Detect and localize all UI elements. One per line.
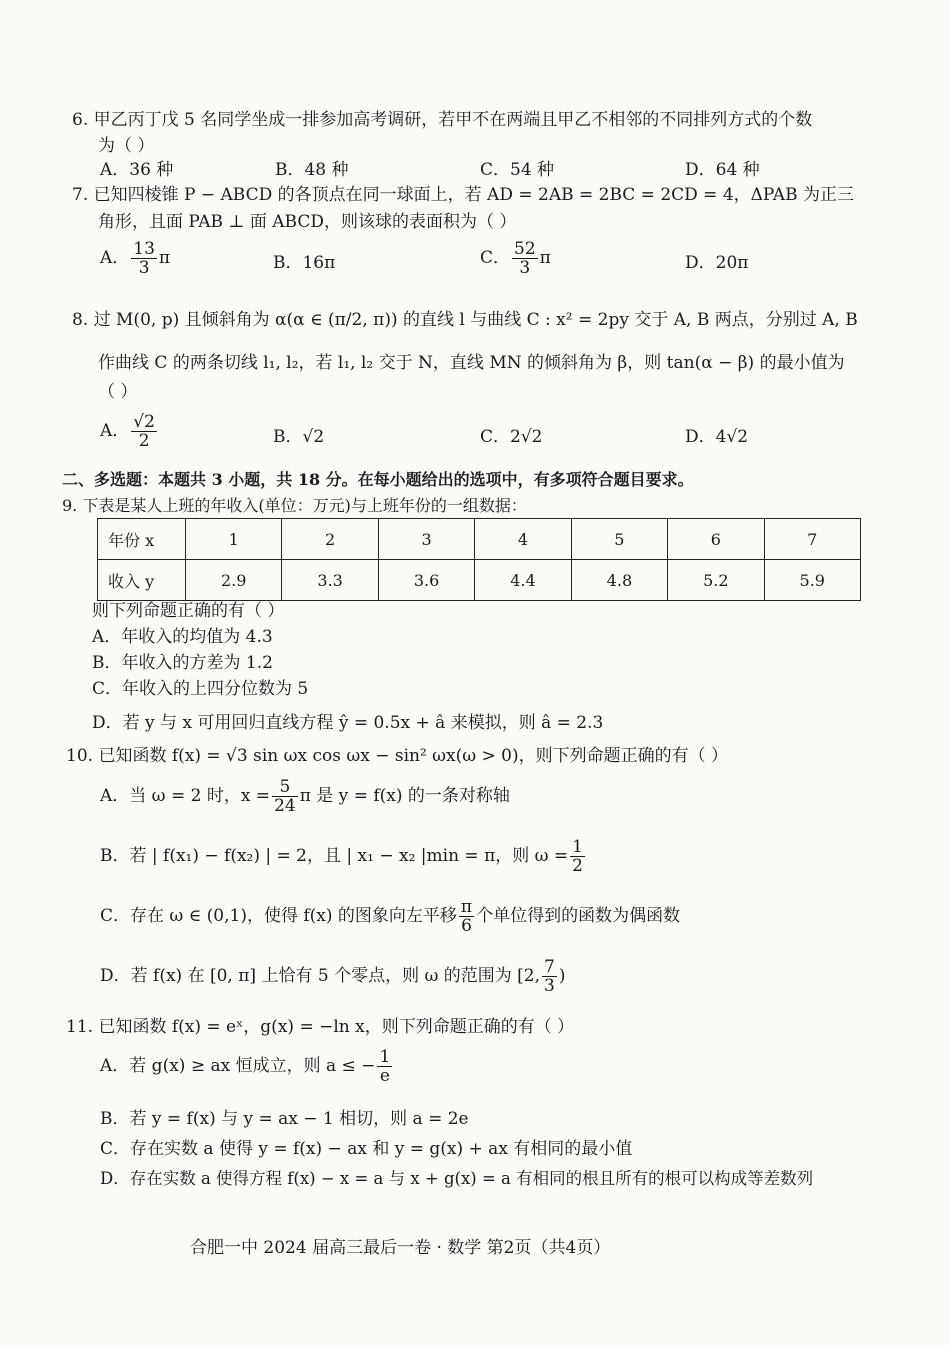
q8-option-a-label: A． [100, 421, 130, 441]
q11-option-b: B．若 y = f(x) 与 y = ax − 1 相切，则 a = 2e [100, 1109, 469, 1129]
q9-option-a: A．年收入的均值为 4.3 [92, 627, 273, 647]
q7-stem-line2: 角形，且面 PAB ⊥ 面 ABCD，则该球的表面积为（ ） [98, 212, 517, 232]
table-cell-income: 3.6 [378, 560, 474, 601]
q9-option-b: B．年收入的方差为 1.2 [92, 653, 273, 673]
q10-option-b-pre: B．若 | f(x₁) − f(x₂) | = 2，且 | x₁ − x₂ |min = π，则 ω = [100, 846, 569, 866]
table-cell-year: 7 [764, 519, 860, 560]
q6-option-a: A．36 种 [100, 160, 174, 180]
q7-option-a [100, 240, 170, 277]
q7-option-a-tail: π [158, 248, 171, 268]
q8-option-a-denominator: 2 [138, 431, 150, 451]
page-footer: 合肥一中 2024 届高三最后一卷 · 数学 第2页（共4页） [190, 1238, 611, 1258]
q8-option-b: B．√2 [273, 427, 325, 447]
q10-stem: 10. 已知函数 f(x) = √3 sin ωx cos ωx − sin² ωx(ω > 0)，则下列命题正确的有（ ） [66, 746, 729, 766]
q10-option-a-fraction [272, 778, 298, 815]
table-header-income: 收入 y [98, 560, 186, 601]
q7-option-c-numerator: 52 [514, 239, 536, 259]
q8-option-a-numerator: √2 [133, 412, 155, 432]
q10-option-c-denominator: 6 [461, 916, 472, 936]
q8-option-d: D．4√2 [685, 427, 749, 447]
q11-option-a-fraction [377, 1048, 392, 1085]
q9-stem: 9. 下表是某人上班的年收入(单位：万元)与上班年份的一组数据： [62, 496, 527, 515]
table-cell-year: 4 [475, 519, 571, 560]
q7-option-d: D．20π [685, 253, 749, 273]
q10-option-a-denominator: 24 [274, 796, 296, 816]
q10-option-d-post: ) [558, 966, 566, 986]
table-cell-income: 2.9 [186, 560, 282, 601]
q9-option-d: D．若 y 与 x 可用回归直线方程 ŷ = 0.5x + â 来模拟，则 â = 2.3 [92, 713, 604, 733]
q7-option-c-label: C． [480, 248, 511, 268]
q8-stem-line3: （ ） [98, 382, 138, 402]
q9-option-c: C．年收入的上四分位数为 5 [92, 679, 309, 699]
q8-stem-line2: 作曲线 C 的两条切线 l₁, l₂，若 l₁, l₂ 交于 N，直线 MN 的倾斜角为 β，则 tan(α − β) 的最小值为 [98, 353, 845, 373]
table-cell-year: 2 [282, 519, 378, 560]
q7-option-c [480, 240, 551, 277]
q11-option-a-pre: A．若 g(x) ≥ ax 恒成立，则 a ≤ − [100, 1056, 376, 1076]
table-cell-income: 5.2 [668, 560, 764, 601]
section-heading-multiple-choice: 二、多选题：本题共 3 小题，共 18 分。在每小题给出的选项中，有多项符合题目要求。 [62, 470, 694, 489]
q7-option-c-fraction [512, 240, 538, 277]
q11-option-a-numerator: 1 [379, 1047, 391, 1067]
q6-option-d: D．64 种 [685, 160, 760, 180]
q7-option-a-fraction [131, 240, 157, 277]
q8-stem-line1: 8. 过 M(0, p) 且倾斜角为 α(α ∈ (π/2, π)) 的直线 l 与曲线 C : x² = 2py 交于 A, B 两点，分别过 A, B [72, 310, 858, 330]
table-header-year: 年份 x [98, 519, 186, 560]
q6-stem-line2: 为（ ） [98, 136, 155, 156]
q7-option-b: B．16π [273, 253, 336, 273]
q10-option-d-denominator: 3 [544, 976, 555, 996]
q10-option-d-fraction [542, 958, 557, 995]
table-cell-year: 5 [571, 519, 667, 560]
table-cell-income: 3.3 [282, 560, 378, 601]
table-cell-income: 4.4 [475, 560, 571, 601]
q7-option-c-tail: π [539, 248, 551, 268]
table-cell-year: 3 [378, 519, 474, 560]
q7-option-a-label: A． [100, 248, 130, 268]
q10-option-b [100, 838, 587, 875]
q10-option-d [100, 958, 565, 995]
q10-option-c-pre: C．存在 ω ∈ (0,1)，使得 f(x) 的图象向左平移 [100, 906, 457, 926]
q10-option-a-post: π 是 y = f(x) 的一条对称轴 [299, 786, 510, 806]
q10-option-c [100, 898, 680, 935]
q7-option-a-numerator: 13 [133, 239, 155, 259]
q7-stem-line1: 7. 已知四棱锥 P − ABCD 的各顶点在同一球面上，若 AD = 2AB = 2BC = 2CD = 4，ΔPAB 为正三 [72, 185, 854, 205]
q11-option-d: D．存在实数 a 使得方程 f(x) − x = a 与 x + g(x) = a 有相同的根且所有的根可以构成等差数列 [100, 1169, 814, 1188]
q6-option-b: B．48 种 [275, 160, 349, 180]
q7-option-c-denominator: 3 [519, 258, 531, 278]
q10-option-d-pre: D．若 f(x) 在 [0, π] 上恰有 5 个零点，则 ω 的范围为 [2, [100, 966, 540, 986]
q10-option-c-fraction [459, 898, 474, 935]
table-cell-income: 5.9 [764, 560, 860, 601]
q10-option-b-fraction [570, 838, 585, 875]
table-cell-year: 1 [186, 519, 282, 560]
q10-option-b-numerator: 1 [572, 837, 583, 857]
q10-option-a-numerator: 5 [272, 778, 298, 797]
q8-option-c: C．2√2 [480, 427, 543, 447]
q9-prompt: 则下列命题正确的有（ ） [92, 601, 285, 621]
q6-stem-line1: 6. 甲乙丙丁戊 5 名同学坐成一排参加高考调研，若甲不在两端且甲乙不相邻的不同排列方式的个数 [72, 110, 813, 130]
q10-option-a-pre: A．当 ω = 2 时，x = [100, 786, 271, 806]
q11-option-a [100, 1048, 394, 1085]
table-row-income [98, 560, 861, 601]
q11-option-c: C．存在实数 a 使得 y = f(x) − ax 和 y = g(x) + ax 有相同的最小值 [100, 1139, 633, 1159]
q6-option-c: C．54 种 [480, 160, 555, 180]
q10-option-a [100, 778, 510, 815]
q9-data-table [97, 518, 861, 601]
table-cell-income: 4.8 [571, 560, 667, 601]
q10-option-c-post: 个单位得到的函数为偶函数 [476, 906, 681, 926]
q10-option-b-denominator: 2 [572, 856, 583, 876]
q10-option-c-numerator: π [460, 897, 473, 917]
q8-option-a [100, 413, 159, 450]
table-cell-year: 6 [668, 519, 764, 560]
q11-stem: 11. 已知函数 f(x) = eˣ，g(x) = −ln x，则下列命题正确的有（ ） [66, 1017, 575, 1037]
q10-option-d-numerator: 7 [544, 957, 555, 977]
q8-option-a-fraction [131, 413, 157, 450]
table-row-year [98, 519, 861, 560]
q11-option-a-denominator: e [379, 1066, 390, 1086]
q7-option-a-denominator: 3 [138, 258, 150, 278]
